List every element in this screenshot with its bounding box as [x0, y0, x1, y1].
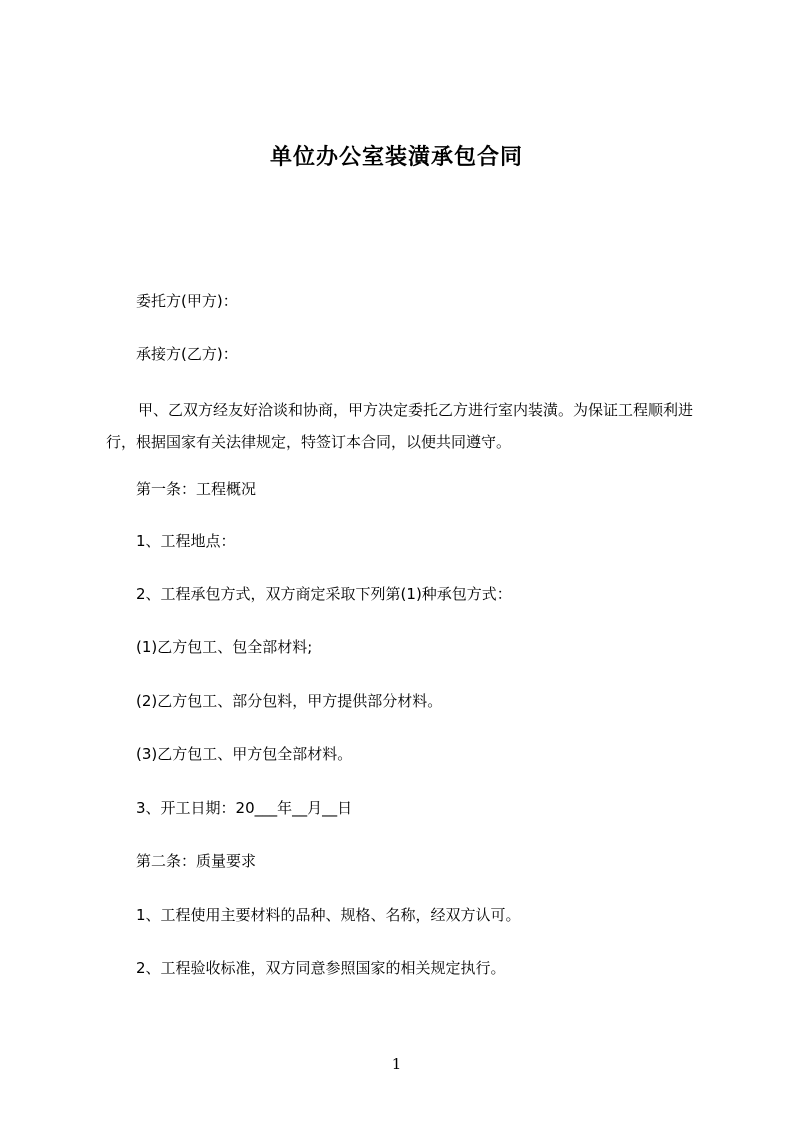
article-2-item-1: 1、工程使用主要材料的品种、规格、名称，经双方认可。 [136, 906, 521, 924]
article-2-item-2: 2、工程验收标准，双方同意参照国家的相关规定执行。 [136, 959, 506, 977]
party-b-line: 承接方(乙方)： [136, 345, 238, 363]
page-number: 1 [391, 1055, 402, 1073]
contract-option-1: (1)乙方包工、包全部材料; [136, 638, 313, 656]
party-a-line: 委托方(甲方)： [136, 292, 238, 310]
article-1-item-3: 3、开工日期：20___年__月__日 [136, 799, 353, 817]
article-1-heading: 第一条：工程概况 [136, 480, 257, 498]
contract-option-3: (3)乙方包工、甲方包全部材料。 [136, 745, 353, 763]
article-1-item-2: 2、工程承包方式，双方商定采取下列第(1)种承包方式： [136, 585, 512, 603]
preamble-paragraph: 甲、乙双方经友好洽谈和协商，甲方决定委托乙方进行室内装潢。为保证工程顺利进行，根据国家有关法律规定，特签订本合同，以便共同遵守。 [106, 401, 694, 451]
contract-option-2: (2)乙方包工、部分包料，甲方提供部分材料。 [136, 692, 443, 710]
article-1-item-1: 1、工程地点： [136, 532, 236, 550]
article-2-heading: 第二条：质量要求 [136, 852, 257, 870]
document-title: 单位办公室装潢承包合同 [269, 145, 523, 170]
